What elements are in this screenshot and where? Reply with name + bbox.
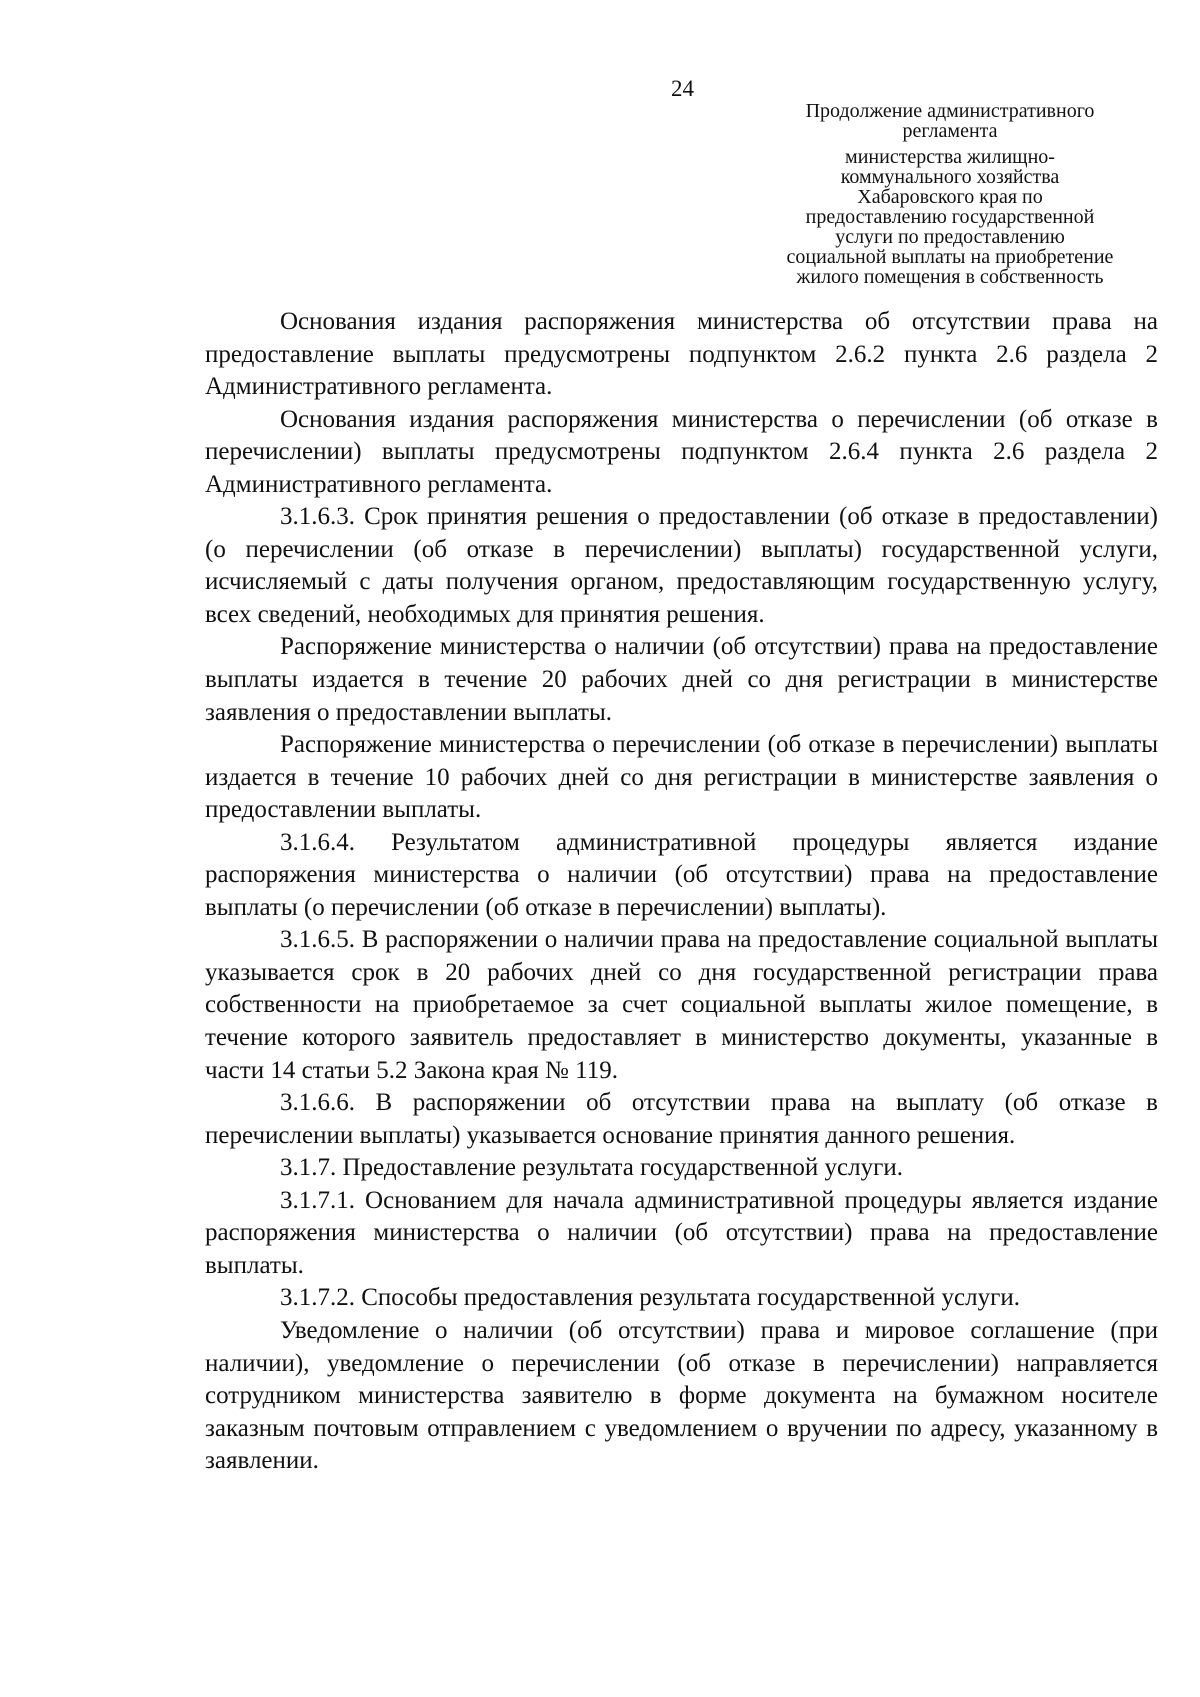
header-line: социальной выплаты на приобретение: [786, 246, 1114, 268]
paragraph: 3.1.7. Предоставление результата государственной услуги.: [280, 1154, 903, 1182]
paragraph: Уведомление о наличии (об отсутствии) права и мировое соглашение (при наличии), уведомление о перечислении (об отказе в перечислении) направляется сотрудником министерства заявителю в форме документа на бумажном носителе заказным почтовым отправлением с уведомлением о вручении по адресу, указанному в заявлении.: [205, 1316, 1158, 1475]
paragraph: Основания издания распоряжения министерства об отсутствии права на предоставление выплаты предусмотрены подпунктом 2.6.2 пункта 2.6 раздела 2 Административного регламента.: [205, 308, 1158, 401]
paragraph: 3.1.6.5. В распоряжении о наличии права на предоставление социальной выплаты указывается срок в 20 рабочих дней со дня государственной регистрации права собственности на приобретаемое за счет социальной выплаты жилое помещение, в течение которого заявитель предоставляет в министерство документы, указанные в части 14 статьи 5.2 Закона края № 119.: [205, 926, 1158, 1084]
header-line: услуги по предоставлению: [835, 226, 1065, 248]
header-line: Хабаровского края по: [857, 186, 1043, 208]
paragraph: 3.1.7.2. Способы предоставления результата государственной услуги.: [280, 1284, 1020, 1312]
header-block: [740, 101, 1160, 287]
paragraph: Распоряжение министерства о перечислении (об отказе в перечислении) выплаты издается в течение 10 рабочих дней со дня регистрации в министерстве заявления о предоставлении выплаты.: [205, 731, 1158, 824]
header-line: жилого помещения в собственность: [796, 266, 1104, 288]
header-line: регламента: [902, 120, 998, 142]
paragraph: 3.1.6.3. Срок принятия решения о предоставлении (об отказе в предоставлении) (о перечислении (об отказе в перечислении) выплаты) государственной услуги, исчисляемый с даты получения органом, предоставляющим государственную услугу, всех сведений, необходимых для принятия решения.: [205, 503, 1158, 628]
paragraph: 3.1.7.1. Основанием для начала административной процедуры является издание распоряжения министерства о наличии (об отсутствии) права на предоставление выплаты.: [205, 1186, 1158, 1279]
header-line: предоставлению государственной: [805, 206, 1095, 228]
header-line: Продолжение административного: [805, 100, 1095, 122]
paragraph: 3.1.6.4. Результатом административной процедуры является издание распоряжения министерства о наличии (об отсутствии) права на предоставление выплаты (о перечислении (об отказе в перечислении) выплаты).: [205, 828, 1158, 921]
header-line: коммунального хозяйства: [840, 166, 1060, 188]
paragraph: 3.1.6.6. В распоряжении об отсутствии права на выплату (об отказе в перечислении выплаты) указывается основание принятия данного решения.: [205, 1089, 1158, 1149]
paragraph: Распоряжение министерства о наличии (об отсутствии) права на предоставление выплаты издается в течение 20 рабочих дней со дня регистрации в министерстве заявления о предоставлении выплаты.: [205, 633, 1158, 726]
page-number: 24: [671, 76, 694, 101]
paragraph: Основания издания распоряжения министерства о перечислении (об отказе в перечислении) выплаты предусмотрены подпунктом 2.6.4 пункта 2.6 раздела 2 Административного регламента.: [205, 405, 1158, 498]
header-line: министерства жилищно-: [845, 146, 1055, 168]
document-body: [205, 306, 1158, 1478]
